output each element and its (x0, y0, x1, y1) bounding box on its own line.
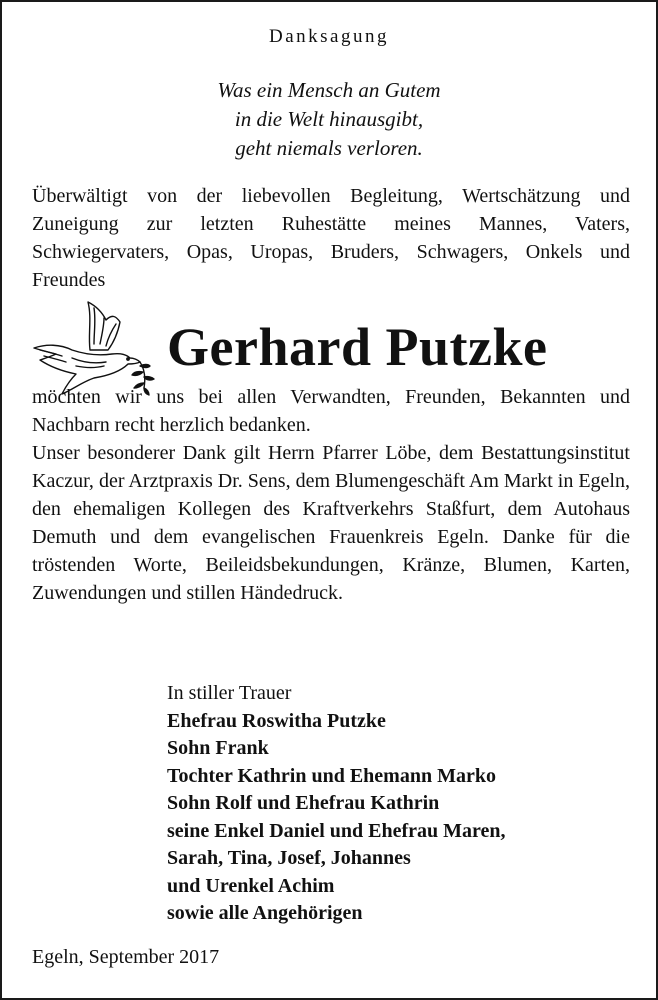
thanks-paragraph: möchten wir uns bei allen Verwandten, Freunden, Bekannten und Nachbarn recht herzlich bedanken. (32, 386, 630, 436)
mourner-line: seine Enkel Daniel und Ehefrau Maren, (167, 819, 506, 842)
mourner-line: und Urenkel Achim (167, 874, 335, 897)
intro-paragraph: Überwältigt von der liebevollen Begleitung, Wertschätzung und Zuneigung zur letzten Ruhestätte meines Mannes, Vaters, Schwiegervaters, Opas, Uropas, Bruders, Schwagers, Onkels und Freundes (32, 185, 630, 291)
mourner-line: Ehefrau Roswitha Putzke (167, 709, 386, 732)
motto-line: in die Welt hinausgibt, (234, 107, 424, 131)
special-thanks-paragraph: Unser besonderer Dank gilt Herrn Pfarrer Löbe, dem Bestattungsinstitut Kaczur, der Arztpraxis Dr. Sens, dem Blumengeschäft Am Markt in Egeln, den ehemaligen Kollegen des Kraftverkehrs Staßfurt, dem Autohaus Demuth und dem evangelischen Frauenkreis Egeln. Danke für die tröstenden Worte, Beileidsbekundungen, Kränze, Blumen, Karten, Zuwendungen und stillen Händedruck. (32, 442, 630, 604)
mourner-line: Sohn Frank (167, 737, 269, 759)
motto-line: geht niemals verloren. (235, 136, 423, 160)
mourner-line: Tochter Kathrin und Ehemann Marko (167, 764, 496, 787)
motto-quote (2, 76, 656, 163)
mourner-line: sowie alle Angehörigen (167, 902, 363, 924)
mourner-line: Sarah, Tina, Josef, Johannes (167, 847, 411, 869)
mourners-list (167, 680, 607, 928)
notice-title: Danksagung (269, 26, 389, 47)
place-date: Egeln, September 2017 (32, 946, 220, 968)
motto-line: Was ein Mensch an Gutem (217, 78, 441, 102)
mourning-intro: In stiller Trauer (167, 682, 292, 704)
mourner-line: Sohn Rolf und Ehefrau Kathrin (167, 792, 440, 814)
deceased-name: Gerhard Putzke (167, 317, 548, 377)
